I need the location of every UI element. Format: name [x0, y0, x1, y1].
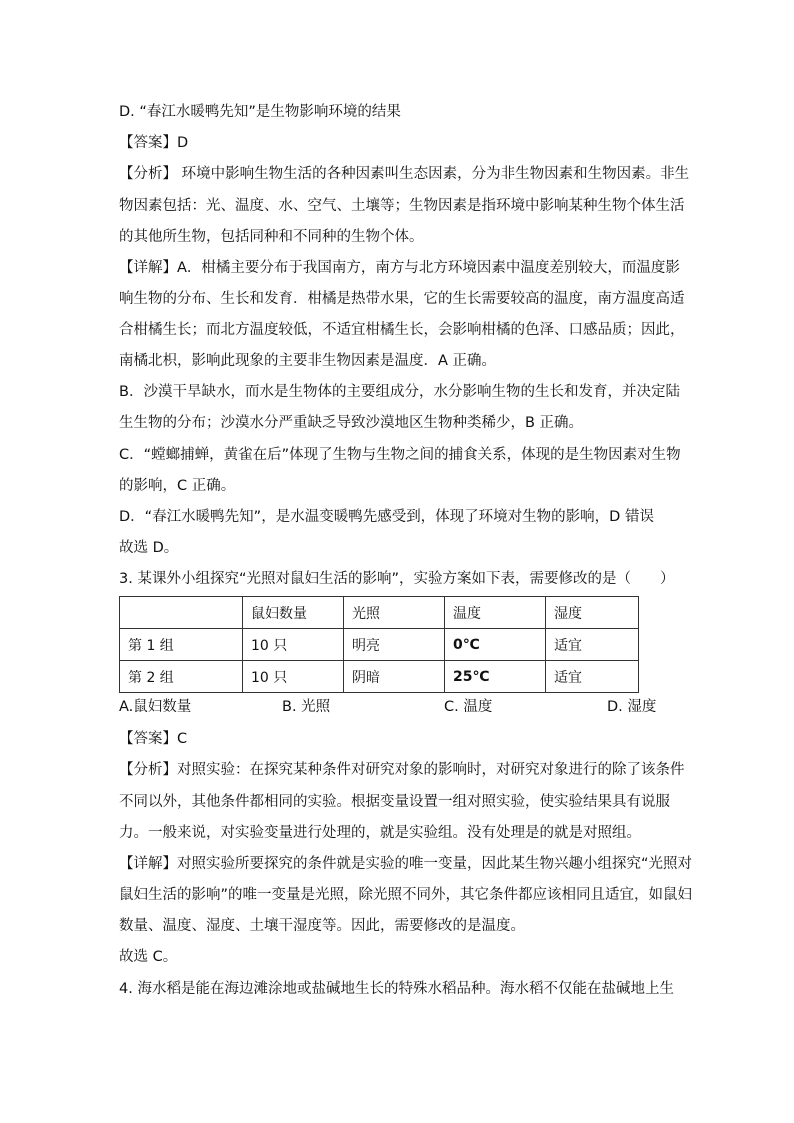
analysis-line-1: 【分析】 环境中影响生物生活的各种因素叫生态因素，分为非生物因素和生物因素。非生: [119, 166, 690, 182]
detail-line-1: 【详解】A．柑橘主要分布于我国南方，南方与北方环境因素中温度差别较大，而温度影: [119, 260, 680, 276]
option-c: C. 温度: [444, 699, 493, 715]
analysis-line-3: 的其他所生物，包括同种和不同种的生物个体。: [119, 229, 424, 245]
table-row: [120, 597, 639, 629]
detail-line-6: 生生物的分布；沙漠水分严重缺乏导致沙漠地区生物种类稀少，B 正确。: [119, 415, 584, 431]
analysis2-line-3: 力。一般来说，对实验变量进行处理的，就是实验组。没有处理是的就是对照组。: [119, 825, 641, 841]
table-cell: 10 只: [243, 629, 344, 661]
question-3: 3. 某课外小组探究“光照对鼠妇生活的影响”，实验方案如下表，需要修改的是（ ）: [119, 571, 675, 587]
option-d: D. 湿度: [607, 699, 657, 715]
analysis-line-2: 物因素包括：光、温度、水、空气、土壤等；生物因素是指环境中影响某种生物个体生活: [119, 198, 685, 214]
option-a: A.鼠妇数量: [119, 699, 192, 715]
table-cell: 阴暗: [344, 661, 445, 693]
detail-line-2: 响生物的分布、生长和发育．柑橘是热带水果，它的生长需要较高的温度，南方温度高适: [119, 291, 685, 307]
detail-line-8: 的影响，C 正确。: [119, 478, 236, 494]
table-cell: 0℃: [445, 629, 546, 661]
table-cell: 适宜: [546, 629, 639, 661]
experiment-table: [119, 596, 639, 693]
detail2-line-2: 鼠妇生活的影响”的唯一变量是光照，除光照不同外，其它条件都应该相同且适宜，如鼠妇: [119, 887, 693, 903]
table-cell: 温度: [445, 597, 546, 629]
option-b: B. 光照: [282, 699, 331, 715]
answer-line-2: 【答案】C: [119, 731, 188, 747]
table-cell: 光照: [344, 597, 445, 629]
analysis2-line-2: 不同以外，其他条件都相同的实验。根据变量设置一组对照实验，使实验结果具有说服: [119, 794, 670, 810]
table-cell: 适宜: [546, 661, 639, 693]
detail-line-5: B．沙漠干旱缺水，而水是生物体的主要组成分，水分影响生物的生长和发育，并决定陆: [119, 384, 680, 400]
detail-line-4: 南橘北枳，影响此现象的主要非生物因素是温度．A 正确。: [119, 353, 497, 369]
table-cell: [120, 597, 243, 629]
analysis2-line-1: 【分析】对照实验：在探究某种条件对研究对象的影响时，对研究对象进行的除了该条件: [119, 762, 685, 778]
table-cell: 湿度: [546, 597, 639, 629]
detail-line-9: D．“春江水暖鸭先知”，是水温变暖鸭先感受到，体现了环境对生物的影响，D 错误: [119, 509, 654, 525]
detail2-line-1: 【详解】对照实验所要探究的条件就是实验的唯一变量，因此某生物兴趣小组探究“光照对: [119, 856, 693, 872]
table-cell: 10 只: [243, 661, 344, 693]
answer-line: 【答案】D: [119, 135, 189, 151]
table-row: [120, 629, 639, 661]
conclusion2-line: 故选 C。: [119, 949, 178, 965]
question-4: 4. 海水稻是能在海边滩涂地或盐碱地生长的特殊水稻品种。海水稻不仅能在盐碱地上生: [119, 981, 674, 997]
table-row: [120, 661, 639, 693]
detail-line-3: 合柑橘生长；而北方温度较低，不适宜柑橘生长，会影响柑橘的色泽、口感品质；因此，: [119, 322, 685, 338]
table-cell: 25℃: [445, 661, 546, 693]
conclusion-line: 故选 D。: [119, 540, 179, 556]
table-cell: 第 1 组: [120, 629, 243, 661]
table-cell: 第 2 组: [120, 661, 243, 693]
table-cell: 鼠妇数量: [243, 597, 344, 629]
table-cell: 明亮: [344, 629, 445, 661]
detail2-line-3: 数量、温度、湿度、土壤干湿度等。因此，需要修改的是温度。: [119, 918, 525, 934]
line-1: D. “春江水暖鸭先知”是生物影响环境的结果: [119, 104, 401, 120]
detail-line-7: C．“螳螂捕蝉，黄雀在后”体现了生物与生物之间的捕食关系，体现的是生物因素对生物: [119, 447, 681, 463]
